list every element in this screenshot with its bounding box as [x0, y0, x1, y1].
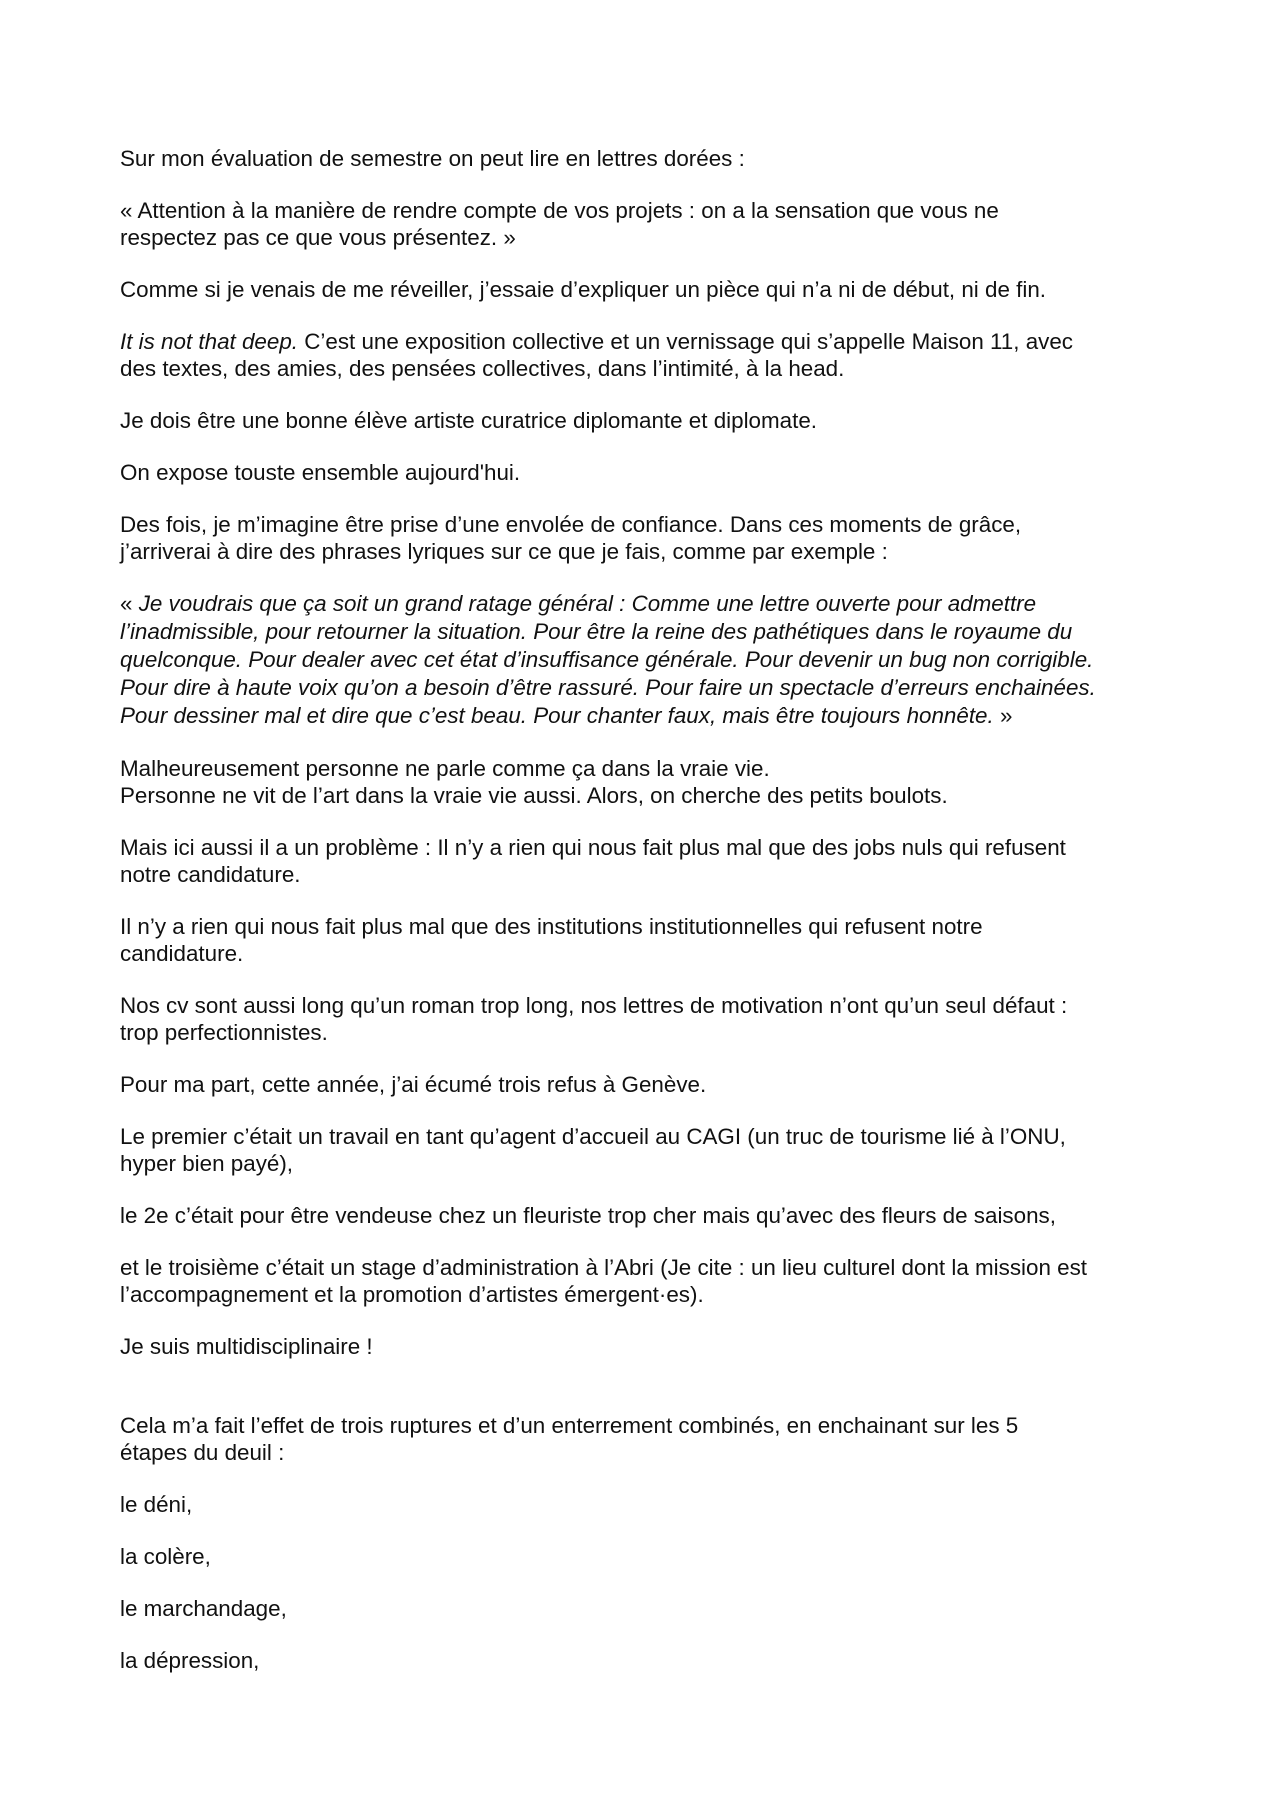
paragraph-cv: Nos cv sont aussi long qu’un roman trop long, nos lettres de motivation n’ont qu’un seul défaut : trop perfectionnistes. [120, 993, 1068, 1045]
paragraph-jobs-problem: Mais ici aussi il a un problème : Il n’y a rien qui nous fait plus mal que des jobs nuls qui refusent notre candidature. [120, 835, 1066, 887]
paragraph-grief-intro: Cela m’a fait l’effet de trois ruptures et d’un enterrement combinés, en enchainant sur les 5 étapes du deuil : [120, 1413, 1019, 1465]
paragraph-explanation: Comme si je venais de me réveiller, j’essaie d’expliquer un pièce qui n’a ni de début, ni de fin. [120, 277, 1046, 302]
paragraph-second-refusal: le 2e c’était pour être vendeuse chez un fleuriste trop cher mais qu’avec des fleurs de saisons, [120, 1203, 1056, 1228]
paragraph-real-life: Malheureusement personne ne parle comme ça dans la vraie vie. Personne ne vit de l’art dans la vraie vie aussi. Alors, on cherche des petits boulots. [120, 756, 948, 808]
paragraph-third-refusal: et le troisième c’était un stage d’administration à l’Abri (Je cite : un lieu culturel dont la mission est l’accompagnement et la promotion d’artistes émergent·es). [120, 1255, 1087, 1307]
grief-stage-denial: le déni, [120, 1492, 193, 1517]
paragraph-good-student: Je dois être une bonne élève artiste curatrice diplomante et diplomate. [120, 408, 818, 433]
paragraph-confidence: Des fois, je m’imagine être prise d’une envolée de confiance. Dans ces moments de grâce, j’arriverai à dire des phrases lyriques sur ce que je fais, comme par exemple : [120, 512, 1022, 564]
paragraph-institutions: Il n’y a rien qui nous fait plus mal que des institutions institutionnelles qui refusent notre candidature. [120, 914, 983, 966]
document-body [120, 145, 1180, 1674]
paragraph-first-refusal: Le premier c’était un travail en tant qu’agent d’accueil au CAGI (un truc de tourisme lié à l’ONU, hyper bien payé), [120, 1124, 1066, 1176]
paragraph-multidisciplinary: Je suis multidisciplinaire ! [120, 1334, 373, 1359]
paragraph-exhibition: It is not that deep. C’est une exposition collective et un vernissage qui s’appelle Maison 11, avec des textes, des amies, des pensées collectives, dans l’intimité, à la head. [120, 329, 1073, 381]
paragraph-evaluation-intro: Sur mon évaluation de semestre on peut lire en lettres dorées : [120, 146, 745, 171]
grief-stage-bargaining: le marchandage, [120, 1596, 287, 1621]
grief-stage-anger: la colère, [120, 1544, 211, 1569]
italic-phrase: It is not that deep. [120, 329, 298, 354]
grief-stage-depression: la dépression, [120, 1648, 260, 1673]
paragraph-three-refusals: Pour ma part, cette année, j’ai écumé trois refus à Genève. [120, 1072, 707, 1097]
paragraph-expose-together: On expose touste ensemble aujourd'hui. [120, 460, 521, 485]
paragraph-evaluation-quote: « Attention à la manière de rendre compte de vos projets : on a la sensation que vous ne respectez pas ce que vous présentez. » [120, 198, 999, 250]
lyrical-quote: « Je voudrais que ça soit un grand ratage général : Comme une lettre ouverte pour admettre l’inadmissible, pour retourner la situation. Pour être la reine des pathétiques dans le royaume du quelconque. Pour dealer avec cet état d’insuffisance générale. Pour devenir un bug non corrigible. Pour dire à haute voix qu’on a besoin d’être rassuré. Pour faire un spectacle d’erreurs enchainées. Pour dessiner mal et dire que c’est beau. Pour chanter faux, mais être toujours honnête. » [120, 591, 1096, 728]
